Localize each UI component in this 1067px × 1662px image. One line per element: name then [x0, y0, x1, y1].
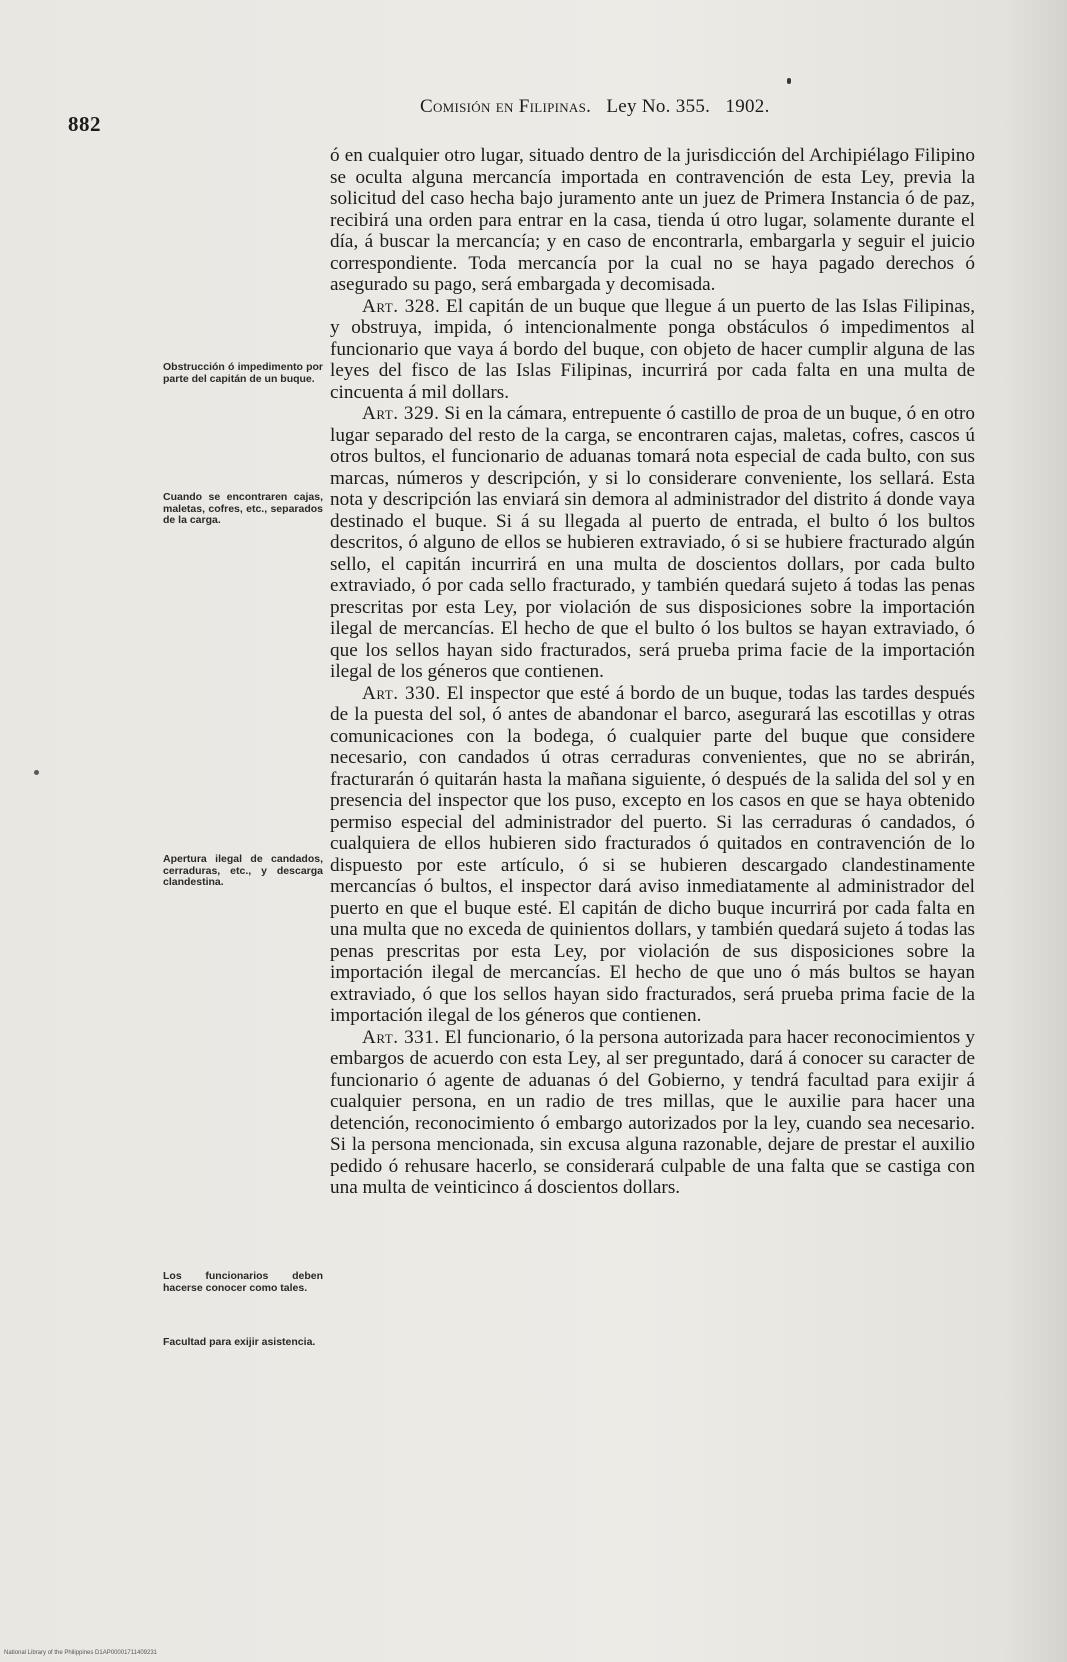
article-text: Si en la cámara, entrepuente ó castillo de proa de un buque, ó en otro lugar separado del resto de la carga, se encontraren cajas, maletas, cofres, cascos ú otros bultos, el funcionario de aduanas tomará nota especial de cada bulto, con sus marcas, números y descripción, y si lo considerare conveniente, los sellará. Esta nota y descripción las enviará sin demora al administrador del distrito á donde vaya destinado el buque. Si á su llegada al puerto de entrada, el bulto ó los bultos descritos, ó alguno de ellos se hubieren extraviado, ó si se hubiere fracturado algún sello, el capitán incurrirá en una multa de doscientos dollars, por cada bulto extraviado, ó por cada sello fracturado, y también quedará sujeto á todas las penas prescritas por esta Ley, por violación de sus disposiciones sobre la importación ilegal de mercancías. El hecho de que el bulto ó los bultos se hayan extraviado, ó que los sellos hayan sido fracturados, será prueba prima facie de la importación ilegal de los géneros que contienen.	[330, 403, 975, 682]
margin-note-art-331-officials: Los funcionarios deben hacerse conocer como tales.	[163, 1270, 323, 1294]
running-head-year: 1902.	[725, 96, 770, 117]
ink-mark	[34, 770, 39, 775]
article-label: Art. 329.	[362, 403, 440, 424]
running-head-law: Ley No. 355.	[606, 96, 711, 117]
article-label: Art. 328.	[362, 295, 441, 317]
page-number: 882	[68, 112, 101, 136]
article-331	[330, 1027, 975, 1199]
body-text	[330, 145, 975, 1199]
article-328	[330, 296, 975, 404]
running-head	[420, 96, 770, 118]
article-text: El funcionario, ó la persona autorizada para hacer reconocimientos y embargos de acuerdo con esta Ley, al ser preguntado, dará á conocer su caracter de funcionario ó agente de aduanas ó del Gobierno, y tendrá facultad para exijir á cualquier persona, en un radio de tres millas, que le auxilie para hacer una detención, reconocimiento ó embargo autorizados por la ley, cuando sea necesario. Si la persona mencionada, sin excusa alguna razonable, dejare de prestar el auxilio pedido ó rehusare hacerlo, se considerará culpable de una falta que se castiga con una multa de veinticinco á doscientos dollars.	[330, 1026, 975, 1198]
margin-note-art-331-assistance: Facultad para exijir asistencia.	[163, 1336, 316, 1348]
article-text: El inspector que esté á bordo de un buque, todas las tardes después de la puesta del sol, ó antes de abandonar el barco, asegurará las escotillas y otras comunicaciones con la bodega, ó cualquier parte del buque que considere necesario, con candados ú otras cerraduras convenientes, que no se abrirán, fracturarán ó quitarán hasta la mañana siguiente, ó después de la salida del sol y en presencia del inspector que los puso, excepto en los casos en que se haya obtenido permiso especial del administrador del puerto. Si las cerraduras ó candados, ó cualquiera de ellos hubieren sido fracturados ó quitados en contravención de lo dispuesto por este artículo, ó si se hubieren descargado clandestinamente mercancías ó bultos, el inspector dará aviso inmediatamente al administrador del puerto en que el buque esté. El capitán de dicho buque incurrirá por cada falta en una multa que no exceda de quinientos dollars, y también quedará sujeto á todas las penas prescritas por esta Ley, por violación de sus disposiciones sobre la importación ilegal de mercancías. El hecho de que uno ó más bultos se hayan extraviado, ó que los sellos hayan sido fracturados, será prueba prima facie de la importación ilegal de los géneros que contienen.	[330, 682, 975, 1026]
article-text: El capitán de un buque que llegue á un puerto de las Islas Filipinas, y obstruya, impida, ó intencionalmente ponga obstáculos ó impedimentos al funcionario que vaya á bordo del buque, con objeto de hacer cumplir alguna de las leyes del fisco de las Islas Filipinas, incurrirá por cada falta en una multa de cincuenta á mil dollars.	[330, 295, 975, 403]
article-329	[330, 403, 975, 683]
margin-note-art-329: Cuando se encontraren cajas, maletas, cofres, etc., separados de la carga.	[163, 491, 323, 526]
margin-note-art-330: Apertura ilegal de candados, cerraduras, etc., y descarga clandestina.	[163, 853, 323, 888]
paragraph-intro: ó en cualquier otro lugar, situado dentro de la jurisdicción del Archipiélago Filipino se oculta alguna mercancía importada en contravención de esta Ley, previa la solicitud del caso hecha bajo juramento ante un juez de Primera Instancia ó de paz, recibirá una orden para entrar en la casa, tienda ú otro lugar, solamente durante el día, á buscar la mercancía; y en caso de encontrarla, embargarla y seguir el juicio correspondiente. Toda mercancía por la cual no se haya pagado derechos ó asegurado su pago, será embargada y decomisada.	[330, 145, 975, 295]
scan-credit: National Library of the Philippines D1AP00001711409231	[4, 1650, 157, 1656]
article-label: Art. 330.	[362, 682, 441, 704]
article-330	[330, 683, 975, 1027]
running-head-commission: Comisión en Filipinas.	[420, 96, 592, 117]
article-label: Art. 331.	[362, 1026, 440, 1048]
margin-note-art-328: Obstrucción ó impedimento por parte del capitán de un buque.	[163, 361, 323, 385]
ink-mark	[787, 78, 791, 84]
